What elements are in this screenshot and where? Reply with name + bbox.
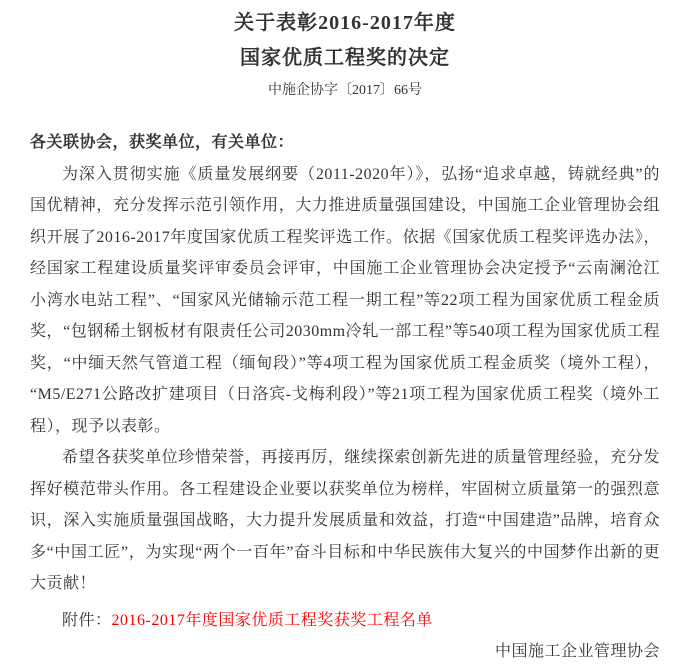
document-body	[30, 127, 660, 668]
attachment-link[interactable]: 2016-2017年度国家优质工程奖获奖工程名单	[111, 611, 433, 629]
document-number: 中施企协字〔2017〕66号	[268, 83, 422, 98]
issuer-signature: 中国施工企业管理协会	[494, 643, 660, 660]
attachment-line	[30, 605, 660, 637]
body-paragraph-2: 希望各获奖单位珍惜荣誉，再接再厉，继续探索创新先进的质量管理经验，充分发挥好模范带头作用。各工程建设企业要以获奖单位为榜样，牢固树立质量第一的强烈意识，深入实施质量强国战略，大力提升发展质量和效益，打造“中国建造”品牌，培育众多“中国工匠”，为实现“两个一百年”奋斗目标和中华民族伟大复兴的中国梦作出新的更大贡献！	[30, 449, 660, 592]
page-title-line-2: 国家优质工程奖的决定	[240, 47, 450, 69]
page-title-line-1: 关于表彰2016-2017年度	[234, 12, 456, 34]
salutation: 各关联协会，获奖单位，有关单位：	[30, 134, 295, 151]
attachment-label: 附件：	[62, 611, 112, 629]
body-paragraph-1: 为深入贯彻实施《质量发展纲要（2011-2020年）》，弘扬“追求卓越，铸就经典”的国优精神，充分发挥示范引领作用，大力推进质量强国建设，中国施工企业管理协会组织开展了2016-2017年度国家优质工程奖评选工作。依据《国家优质工程奖评选办法》，经国家工程建设质量奖评审委员会评审，中国施工企业管理协会决定授予“云南澜沧江小湾水电站工程”、“国家风光储输示范工程一期工程”等22项工程为国家优质工程金质奖，“包钢稀土钢板材有限责任公司2030mm冷轧一部工程”等540项工程为国家优质工程奖，“中缅天然气管道工程（缅甸段）”等4项工程为国家优质工程金质奖（境外工程），“M5/E271公路改扩建项目（日洛宾-戈梅利段）”等21项工程为国家优质工程奖（境外工程），现予以表彰。	[30, 165, 660, 435]
